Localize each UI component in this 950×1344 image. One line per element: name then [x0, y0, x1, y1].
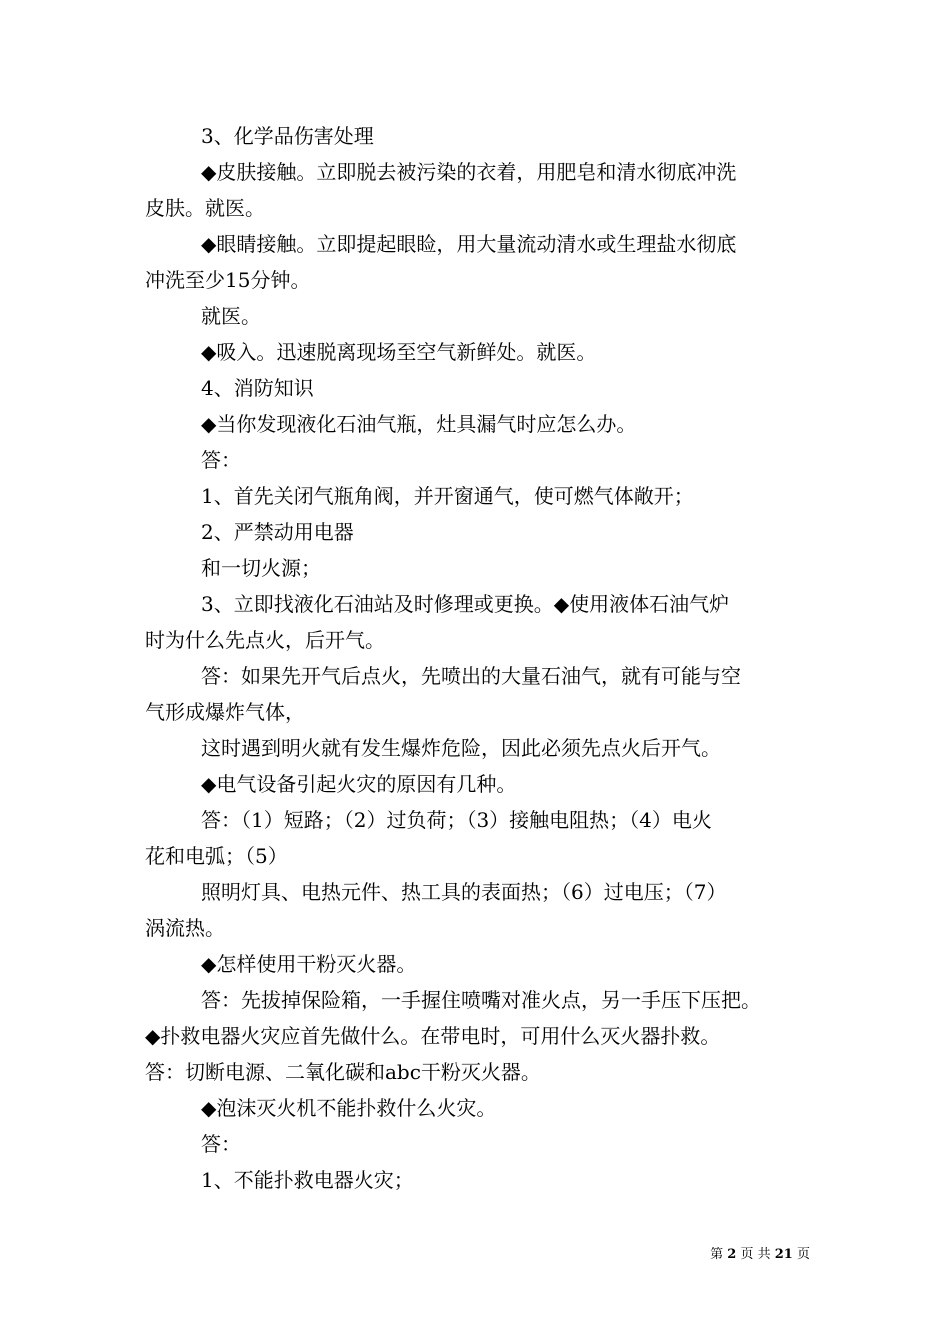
footer-prefix: 第	[710, 1247, 724, 1262]
paragraph-line: ◆怎样使用干粉灭火器。	[201, 952, 417, 976]
paragraph-line: 1、不能扑救电器火灾；	[201, 1168, 414, 1192]
paragraph-line: 答：	[201, 448, 241, 472]
paragraph-line: 答：	[201, 1132, 241, 1156]
paragraph-line: 和一切火源；	[201, 556, 321, 580]
footer-suffix: 页	[796, 1247, 810, 1262]
paragraph-line: 3、立即找液化石油站及时修理或更换。◆使用液体石油气炉	[201, 592, 730, 616]
paragraph-line: ◆扑救电器火灾应首先做什么。在带电时，可用什么灭火器扑救。	[145, 1024, 721, 1048]
paragraph-line: 答：切断电源、二氧化碳和abc干粉灭火器。	[145, 1060, 541, 1084]
document-body	[145, 118, 835, 1198]
paragraph-line: 就医。	[201, 304, 261, 328]
paragraph-line: ◆泡沫灭火机不能扑救什么火灾。	[201, 1096, 497, 1120]
section-heading: 3、化学品伤害处理	[201, 124, 374, 148]
paragraph-line: 气形成爆炸气体，	[145, 700, 305, 724]
paragraph-line: 时为什么先点火，后开气。	[145, 628, 385, 652]
footer-middle: 页 共	[740, 1247, 771, 1262]
total-page-count: 21	[774, 1247, 793, 1262]
paragraph-line: 答：先拔掉保险箱，一手握住喷嘴对准火点，另一手压下压把。	[201, 988, 761, 1012]
paragraph-line: ◆皮肤接触。立即脱去被污染的衣着，用肥皂和清水彻底冲洗	[201, 160, 737, 184]
paragraph-line: 2、严禁动用电器	[201, 520, 354, 544]
section-heading: 4、消防知识	[201, 376, 314, 400]
paragraph-line: ◆电气设备引起火灾的原因有几种。	[201, 772, 517, 796]
paragraph-line: 皮肤。就医。	[145, 196, 265, 220]
current-page-number: 2	[727, 1247, 737, 1262]
paragraph-line: 花和电弧；（5）	[145, 844, 288, 868]
paragraph-line: ◆眼睛接触。立即提起眼睑，用大量流动清水或生理盐水彻底	[201, 232, 737, 256]
paragraph-line: 这时遇到明火就有发生爆炸危险，因此必须先点火后开气。	[201, 736, 721, 760]
paragraph-line: ◆当你发现液化石油气瓶，灶具漏气时应怎么办。	[201, 412, 637, 436]
page-footer	[0, 1247, 810, 1263]
paragraph-line: ◆吸入。迅速脱离现场至空气新鲜处。就医。	[201, 340, 597, 364]
paragraph-line: 1、首先关闭气瓶角阀，并开窗通气，使可燃气体敞开；	[201, 484, 694, 508]
paragraph-line: 照明灯具、电热元件、热工具的表面热；（6）过电压；（7）	[201, 880, 727, 904]
paragraph-line: 答：如果先开气后点火，先喷出的大量石油气，就有可能与空	[201, 664, 741, 688]
paragraph-line: 涡流热。	[145, 916, 225, 940]
paragraph-line: 答：（1）短路；（2）过负荷；（3）接触电阻热；（4）电火	[201, 808, 712, 832]
paragraph-line: 冲洗至少15分钟。	[145, 268, 311, 292]
